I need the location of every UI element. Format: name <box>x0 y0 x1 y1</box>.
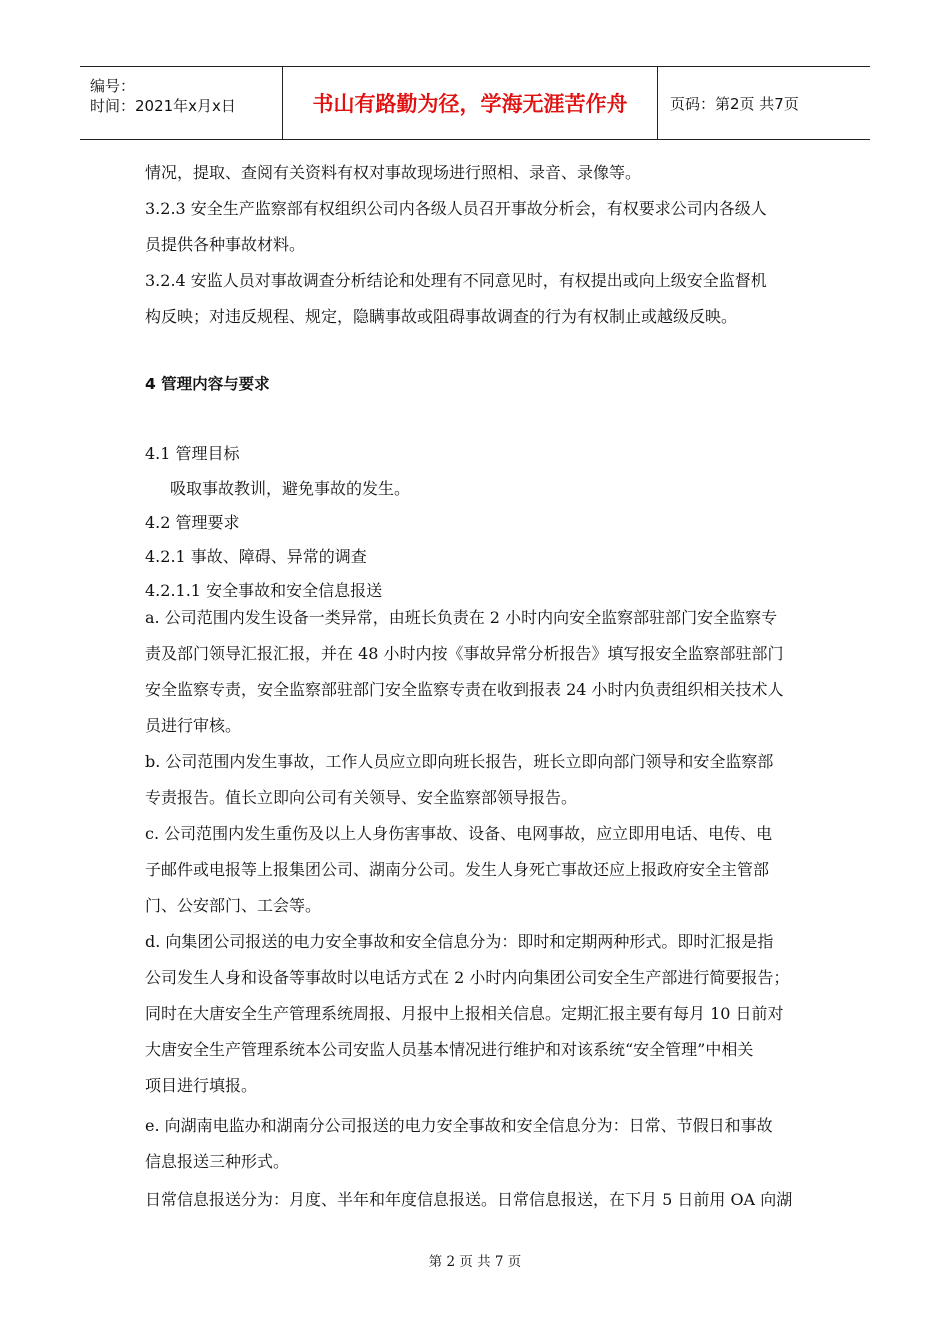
section-heading: 4 管理内容与要求 <box>145 375 270 393</box>
text-line: 安全监察专责，安全监察部驻部门安全监察专责在收到报表 24 小时内负责组织相关技术人 <box>145 680 784 699</box>
header-motto: 书山有路勤为径，学海无涯苦作舟 <box>312 92 628 116</box>
text-line: c. 公司范围内发生重伤及以上人身伤害事故、设备、电网事故，应立即用电话、电传、电 <box>145 824 773 843</box>
text-line: 信息报送三种形式。 <box>145 1152 290 1171</box>
document-time-label: 时间：2021年x月x日 <box>90 97 236 115</box>
text-line: 项目进行填报。 <box>145 1076 258 1095</box>
header-motto-cell <box>282 67 658 139</box>
subsection-heading: 4.2 管理要求 <box>145 513 240 532</box>
subsection-heading: 4.2.1 事故、障碍、异常的调查 <box>145 547 367 566</box>
text-line: 员提供各种事故材料。 <box>145 235 306 254</box>
document-number-label: 编号： <box>90 77 136 95</box>
subsection-heading: 4.2.1.1 安全事故和安全信息报送 <box>145 581 383 600</box>
text-line: 公司发生人身和设备等事故时以电话方式在 2 小时内向集团公司安全生产部进行简要报告； <box>145 968 790 987</box>
text-line: 同时在大唐安全生产管理系统周报、月报中上报相关信息。定期汇报主要有每月 10 日前对 <box>145 1004 784 1023</box>
text-line: 构反映；对违反规程、规定，隐瞒事故或阻碍事故调查的行为有权制止或越级反映。 <box>145 307 738 326</box>
text-line: 吸取事故教训，避免事故的发生。 <box>170 479 411 498</box>
text-line: d. 向集团公司报送的电力安全事故和安全信息分为：即时和定期两种形式。即时汇报是指 <box>145 932 774 951</box>
text-line: 3.2.3 安全生产监察部有权组织公司内各级人员召开事故分析会，有权要求公司内各级人 <box>145 199 767 218</box>
page-footer: 第 2 页 共 7 页 <box>428 1254 522 1270</box>
text-line: 员进行审核。 <box>145 716 242 735</box>
text-line: 子邮件或电报等上报集团公司、湖南分公司。发生人身死亡事故还应上报政府安全主管部 <box>145 860 770 879</box>
header-info <box>80 67 280 139</box>
text-line: b. 公司范围内发生事故，工作人员应立即向班长报告，班长立即向部门领导和安全监察部 <box>145 752 774 771</box>
text-line: 情况，提取、查阅有关资料有权对事故现场进行照相、录音、录像等。 <box>145 163 642 182</box>
text-line: 日常信息报送分为：月度、半年和年度信息报送。日常信息报送，在下月 5 日前用 OA 向湖 <box>145 1190 793 1209</box>
text-line: 大唐安全生产管理系统本公司安监人员基本情况进行维护和对该系统“安全管理”中相关 <box>145 1040 754 1059</box>
text-line: 3.2.4 安监人员对事故调查分析结论和处理有不同意见时，有权提出或向上级安全监督机 <box>145 271 767 290</box>
text-line: 专责报告。值长立即向公司有关领导、安全监察部领导报告。 <box>145 788 578 807</box>
subsection-heading: 4.1 管理目标 <box>145 444 240 463</box>
text-line: 责及部门领导汇报汇报，并在 48 小时内按《事故异常分析报告》填写报安全监察部驻部门 <box>145 644 784 663</box>
page-code: 页码：第2页 共7页 <box>670 94 799 113</box>
text-line: e. 向湖南电监办和湖南分公司报送的电力安全事故和安全信息分为：日常、节假日和事故 <box>145 1116 773 1135</box>
page-header <box>80 66 870 140</box>
text-line: 门、公安部门、工会等。 <box>145 896 322 915</box>
text-line: a. 公司范围内发生设备一类异常，由班长负责在 2 小时内向安全监察部驻部门安全监察专 <box>145 608 778 627</box>
